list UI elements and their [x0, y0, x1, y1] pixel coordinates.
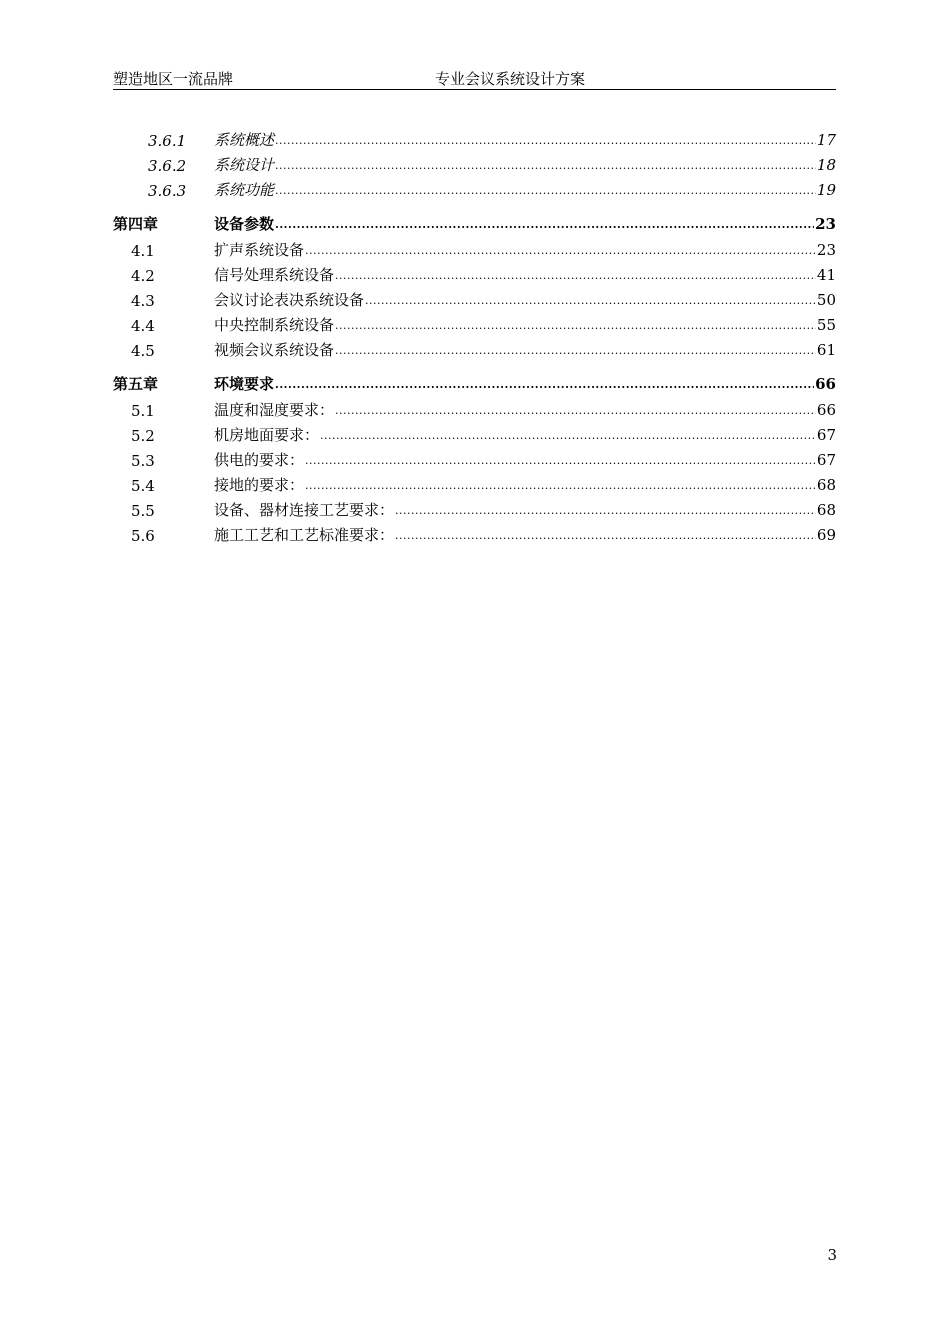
toc-leader-dots: [275, 184, 816, 197]
toc-entry[interactable]: [113, 236, 836, 261]
page-header: [113, 68, 836, 90]
toc-entry-page: 69: [816, 526, 836, 544]
toc-entry[interactable]: [113, 446, 836, 471]
toc-entry-title: 中央控制系统设备: [214, 316, 335, 334]
toc-entry-number: 3.6.3: [148, 182, 187, 200]
header-left-text: 塑造地区一流品牌: [113, 70, 234, 88]
toc-entry-page: 17: [816, 131, 836, 149]
toc-chapter-number: 第四章: [113, 215, 159, 233]
toc-entry-page: 41: [816, 266, 836, 284]
toc-entry-page: 68: [816, 476, 836, 494]
toc-leader-dots: [275, 134, 816, 147]
toc-chapter-entry[interactable]: [113, 361, 836, 395]
toc-entry-title: 系统功能: [214, 181, 275, 199]
toc-entry-title: 温度和湿度要求：: [214, 401, 335, 419]
toc-entry-title: 扩声系统设备: [214, 241, 305, 259]
toc-leader-dots: [395, 529, 816, 542]
toc-entry-page: 68: [816, 501, 836, 519]
toc-entry-page: 67: [816, 426, 836, 444]
toc-entry[interactable]: [113, 421, 836, 446]
toc-entry-title: 系统概述: [214, 131, 275, 149]
toc-leader-dots: [305, 479, 816, 492]
toc-entry-page: 50: [816, 291, 836, 309]
toc-chapter-title: 设备参数: [214, 215, 275, 233]
toc-entry-title: 信号处理系统设备: [214, 266, 335, 284]
toc-entry-page: 61: [816, 341, 836, 359]
toc-entry-page: 55: [816, 316, 836, 334]
toc-chapter-number: 第五章: [113, 375, 159, 393]
toc-leader-dots: [395, 504, 816, 517]
toc-leader-dots: [320, 429, 816, 442]
toc-entry[interactable]: [113, 126, 836, 151]
toc-leader-dots: [305, 454, 816, 467]
toc-entry-number: 5.5: [131, 502, 155, 520]
toc-entry-number: 4.3: [131, 292, 155, 310]
toc-entry-number: 4.2: [131, 267, 155, 285]
toc-entry[interactable]: [113, 151, 836, 176]
toc-entry[interactable]: [113, 286, 836, 311]
toc-entry-number: 5.4: [131, 477, 155, 495]
toc-entry-title: 接地的要求：: [214, 476, 305, 494]
toc-entry-title: 系统设计: [214, 156, 275, 174]
toc-entry-title: 施工工艺和工艺标准要求：: [214, 526, 395, 544]
header-title: 专业会议系统设计方案: [435, 70, 586, 88]
toc-leader-dots: [335, 404, 816, 417]
toc-leader-dots: [305, 244, 816, 257]
toc-entry[interactable]: [113, 261, 836, 286]
toc-entry-number: 4.1: [131, 242, 155, 260]
toc-entry-number: 3.6.1: [148, 132, 187, 150]
toc-leader-dots: [365, 294, 816, 307]
toc-entry-number: 5.3: [131, 452, 155, 470]
toc-entry[interactable]: [113, 396, 836, 421]
toc-entry-title: 供电的要求：: [214, 451, 305, 469]
toc-chapter-page: 66: [815, 375, 836, 393]
toc-entry-title: 机房地面要求：: [214, 426, 320, 444]
toc-entry[interactable]: [113, 496, 836, 521]
toc-entry-page: 18: [816, 156, 836, 174]
toc-leader-dots: [335, 319, 816, 332]
toc-entry[interactable]: [113, 471, 836, 496]
toc-entry[interactable]: [113, 176, 836, 201]
toc-entry-page: 19: [816, 181, 836, 199]
toc-entry-number: 4.5: [131, 342, 155, 360]
toc-entry-number: 5.1: [131, 402, 155, 420]
toc-entry-page: 66: [816, 401, 836, 419]
toc-leader-dots: [335, 344, 816, 357]
toc-entry-title: 设备、器材连接工艺要求：: [214, 501, 395, 519]
toc-leader-dots: [275, 218, 814, 231]
toc-entry-number: 5.6: [131, 527, 155, 545]
toc-chapter-entry[interactable]: [113, 201, 836, 235]
toc-entry-number: 4.4: [131, 317, 155, 335]
toc-entry-number: 3.6.2: [148, 157, 187, 175]
toc-entry-page: 67: [816, 451, 836, 469]
page-number: 3: [827, 1246, 837, 1264]
toc-entry-title: 会议讨论表决系统设备: [214, 291, 365, 309]
table-of-contents: [113, 126, 836, 546]
toc-chapter-page: 23: [815, 215, 836, 233]
toc-entry-title: 视频会议系统设备: [214, 341, 335, 359]
toc-entry-number: 5.2: [131, 427, 155, 445]
toc-leader-dots: [335, 269, 816, 282]
toc-entry[interactable]: [113, 311, 836, 336]
toc-entry[interactable]: [113, 521, 836, 546]
toc-entry[interactable]: [113, 336, 836, 361]
toc-leader-dots: [275, 159, 816, 172]
toc-leader-dots: [275, 378, 814, 391]
toc-entry-page: 23: [816, 241, 836, 259]
toc-chapter-title: 环境要求: [214, 375, 275, 393]
